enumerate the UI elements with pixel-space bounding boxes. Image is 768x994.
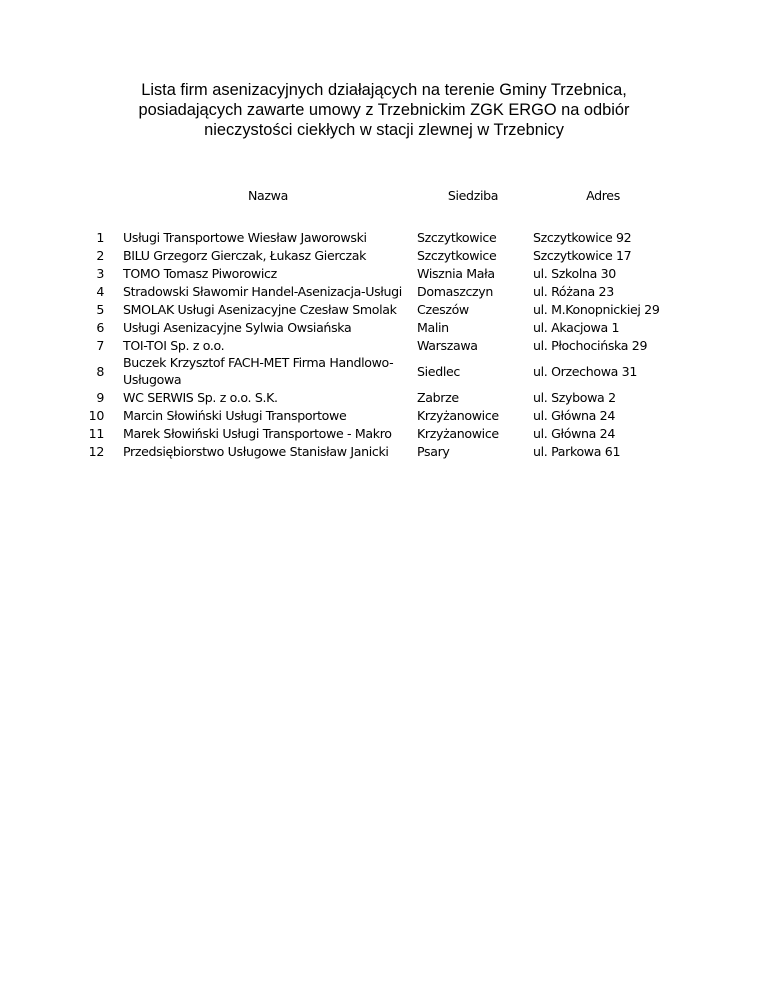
- spacer-row: [72, 204, 673, 228]
- company-address: ul. Główna 24: [533, 407, 616, 423]
- company-address: ul. Szybowa 2: [533, 389, 616, 405]
- company-address: ul. Orzechowa 31: [533, 363, 637, 379]
- company-address: ul. M.Konopnickiej 29: [533, 301, 660, 317]
- company-name-text: Usługi Transportowe Wiesław Jaworowski: [123, 229, 367, 245]
- header-lp: [72, 186, 104, 204]
- row-number: 7: [96, 337, 104, 353]
- company-name: [104, 264, 413, 282]
- company-seat: Szczytkowice: [417, 229, 497, 245]
- company-name: [104, 406, 413, 424]
- company-seat: Czeszów: [417, 301, 469, 317]
- row-number: 10: [88, 407, 104, 423]
- company-name-text: BILU Grzegorz Gierczak, Łukasz Gierczak: [123, 247, 367, 263]
- company-address: ul. Płochocińska 29: [533, 337, 648, 353]
- row-number: 11: [88, 425, 104, 441]
- row-number: 9: [96, 389, 104, 405]
- company-seat: Wisznia Mała: [417, 265, 495, 281]
- company-name-text: Usługi Asenizacyjne Sylwia Owsiańska: [123, 319, 352, 335]
- company-name: [104, 246, 413, 264]
- company-address: ul. Główna 24: [533, 425, 616, 441]
- company-seat: Siedlec: [417, 363, 460, 379]
- company-name: [104, 442, 413, 460]
- title-line-3: nieczystości ciekłych w stacji zlewnej w Trzebnicy: [204, 121, 564, 139]
- company-seat: Domaszczyn: [417, 283, 494, 299]
- company-address: ul. Szkolna 30: [533, 265, 616, 281]
- row-number: 12: [88, 443, 104, 459]
- header-adres: Adres: [586, 187, 620, 203]
- company-name: [104, 336, 413, 354]
- table-header-row: [72, 186, 673, 204]
- company-name: [104, 354, 413, 388]
- table-row: [72, 246, 673, 264]
- company-name: [104, 300, 413, 318]
- company-name: [104, 388, 413, 406]
- company-name-text: Marcin Słowiński Usługi Transportowe: [123, 407, 347, 423]
- table-row: [72, 264, 673, 282]
- table-row: [72, 336, 673, 354]
- document-title: [84, 80, 684, 140]
- company-address: Szczytkowice 17: [533, 247, 632, 263]
- company-name-text: TOMO Tomasz Piworowicz: [123, 265, 277, 281]
- header-siedziba: Siedziba: [447, 187, 499, 203]
- table-row: [72, 406, 673, 424]
- table-row: [72, 424, 673, 442]
- company-name-text: Stradowski Sławomir Handel-Asenizacja-Usługi: [123, 283, 402, 299]
- row-number: 4: [96, 283, 104, 299]
- table-row: [72, 442, 673, 460]
- company-name-text: SMOLAK Usługi Asenizacyjne Czesław Smolak: [123, 301, 397, 317]
- firms-table: [72, 186, 673, 460]
- row-number: 8: [96, 363, 104, 379]
- table-row: [72, 354, 673, 388]
- company-name-text: Przedsiębiorstwo Usługowe Stanisław Janicki: [123, 443, 389, 459]
- company-name: [104, 228, 413, 246]
- company-address: Szczytkowice 92: [533, 229, 632, 245]
- company-name-text: WC SERWIS Sp. z o.o. S.K.: [123, 389, 278, 405]
- table-row: [72, 228, 673, 246]
- table-row: [72, 300, 673, 318]
- header-nazwa: Nazwa: [247, 187, 289, 203]
- company-name: [104, 282, 413, 300]
- company-name-text: TOI-TOI Sp. z o.o.: [123, 337, 225, 353]
- row-number: 2: [96, 247, 104, 263]
- company-seat: Warszawa: [417, 337, 478, 353]
- row-number: 1: [96, 229, 104, 245]
- company-seat: Zabrze: [417, 389, 459, 405]
- company-seat: Psary: [417, 443, 450, 459]
- company-seat: Malin: [417, 319, 449, 335]
- company-address: ul. Różana 23: [533, 283, 614, 299]
- table-row: [72, 388, 673, 406]
- company-seat: Krzyżanowice: [417, 407, 499, 423]
- company-name: [104, 318, 413, 336]
- company-name-text: Marek Słowiński Usługi Transportowe - Makro: [123, 425, 392, 441]
- company-name: [104, 424, 413, 442]
- row-number: 5: [96, 301, 104, 317]
- company-address: ul. Parkowa 61: [533, 443, 621, 459]
- company-name-text: Buczek Krzysztof FACH-MET Firma Handlowo-Usługowa: [123, 355, 394, 387]
- company-seat: Szczytkowice: [417, 247, 497, 263]
- row-number: 3: [96, 265, 104, 281]
- company-seat: Krzyżanowice: [417, 425, 499, 441]
- table-row: [72, 282, 673, 300]
- title-line-1: Lista firm asenizacyjnych działających na terenie Gminy Trzebnica,: [141, 81, 627, 99]
- company-address: ul. Akacjowa 1: [533, 319, 620, 335]
- table-row: [72, 318, 673, 336]
- row-number: 6: [96, 319, 104, 335]
- title-line-2: posiadających zawarte umowy z Trzebnickim ZGK ERGO na odbiór: [138, 101, 630, 119]
